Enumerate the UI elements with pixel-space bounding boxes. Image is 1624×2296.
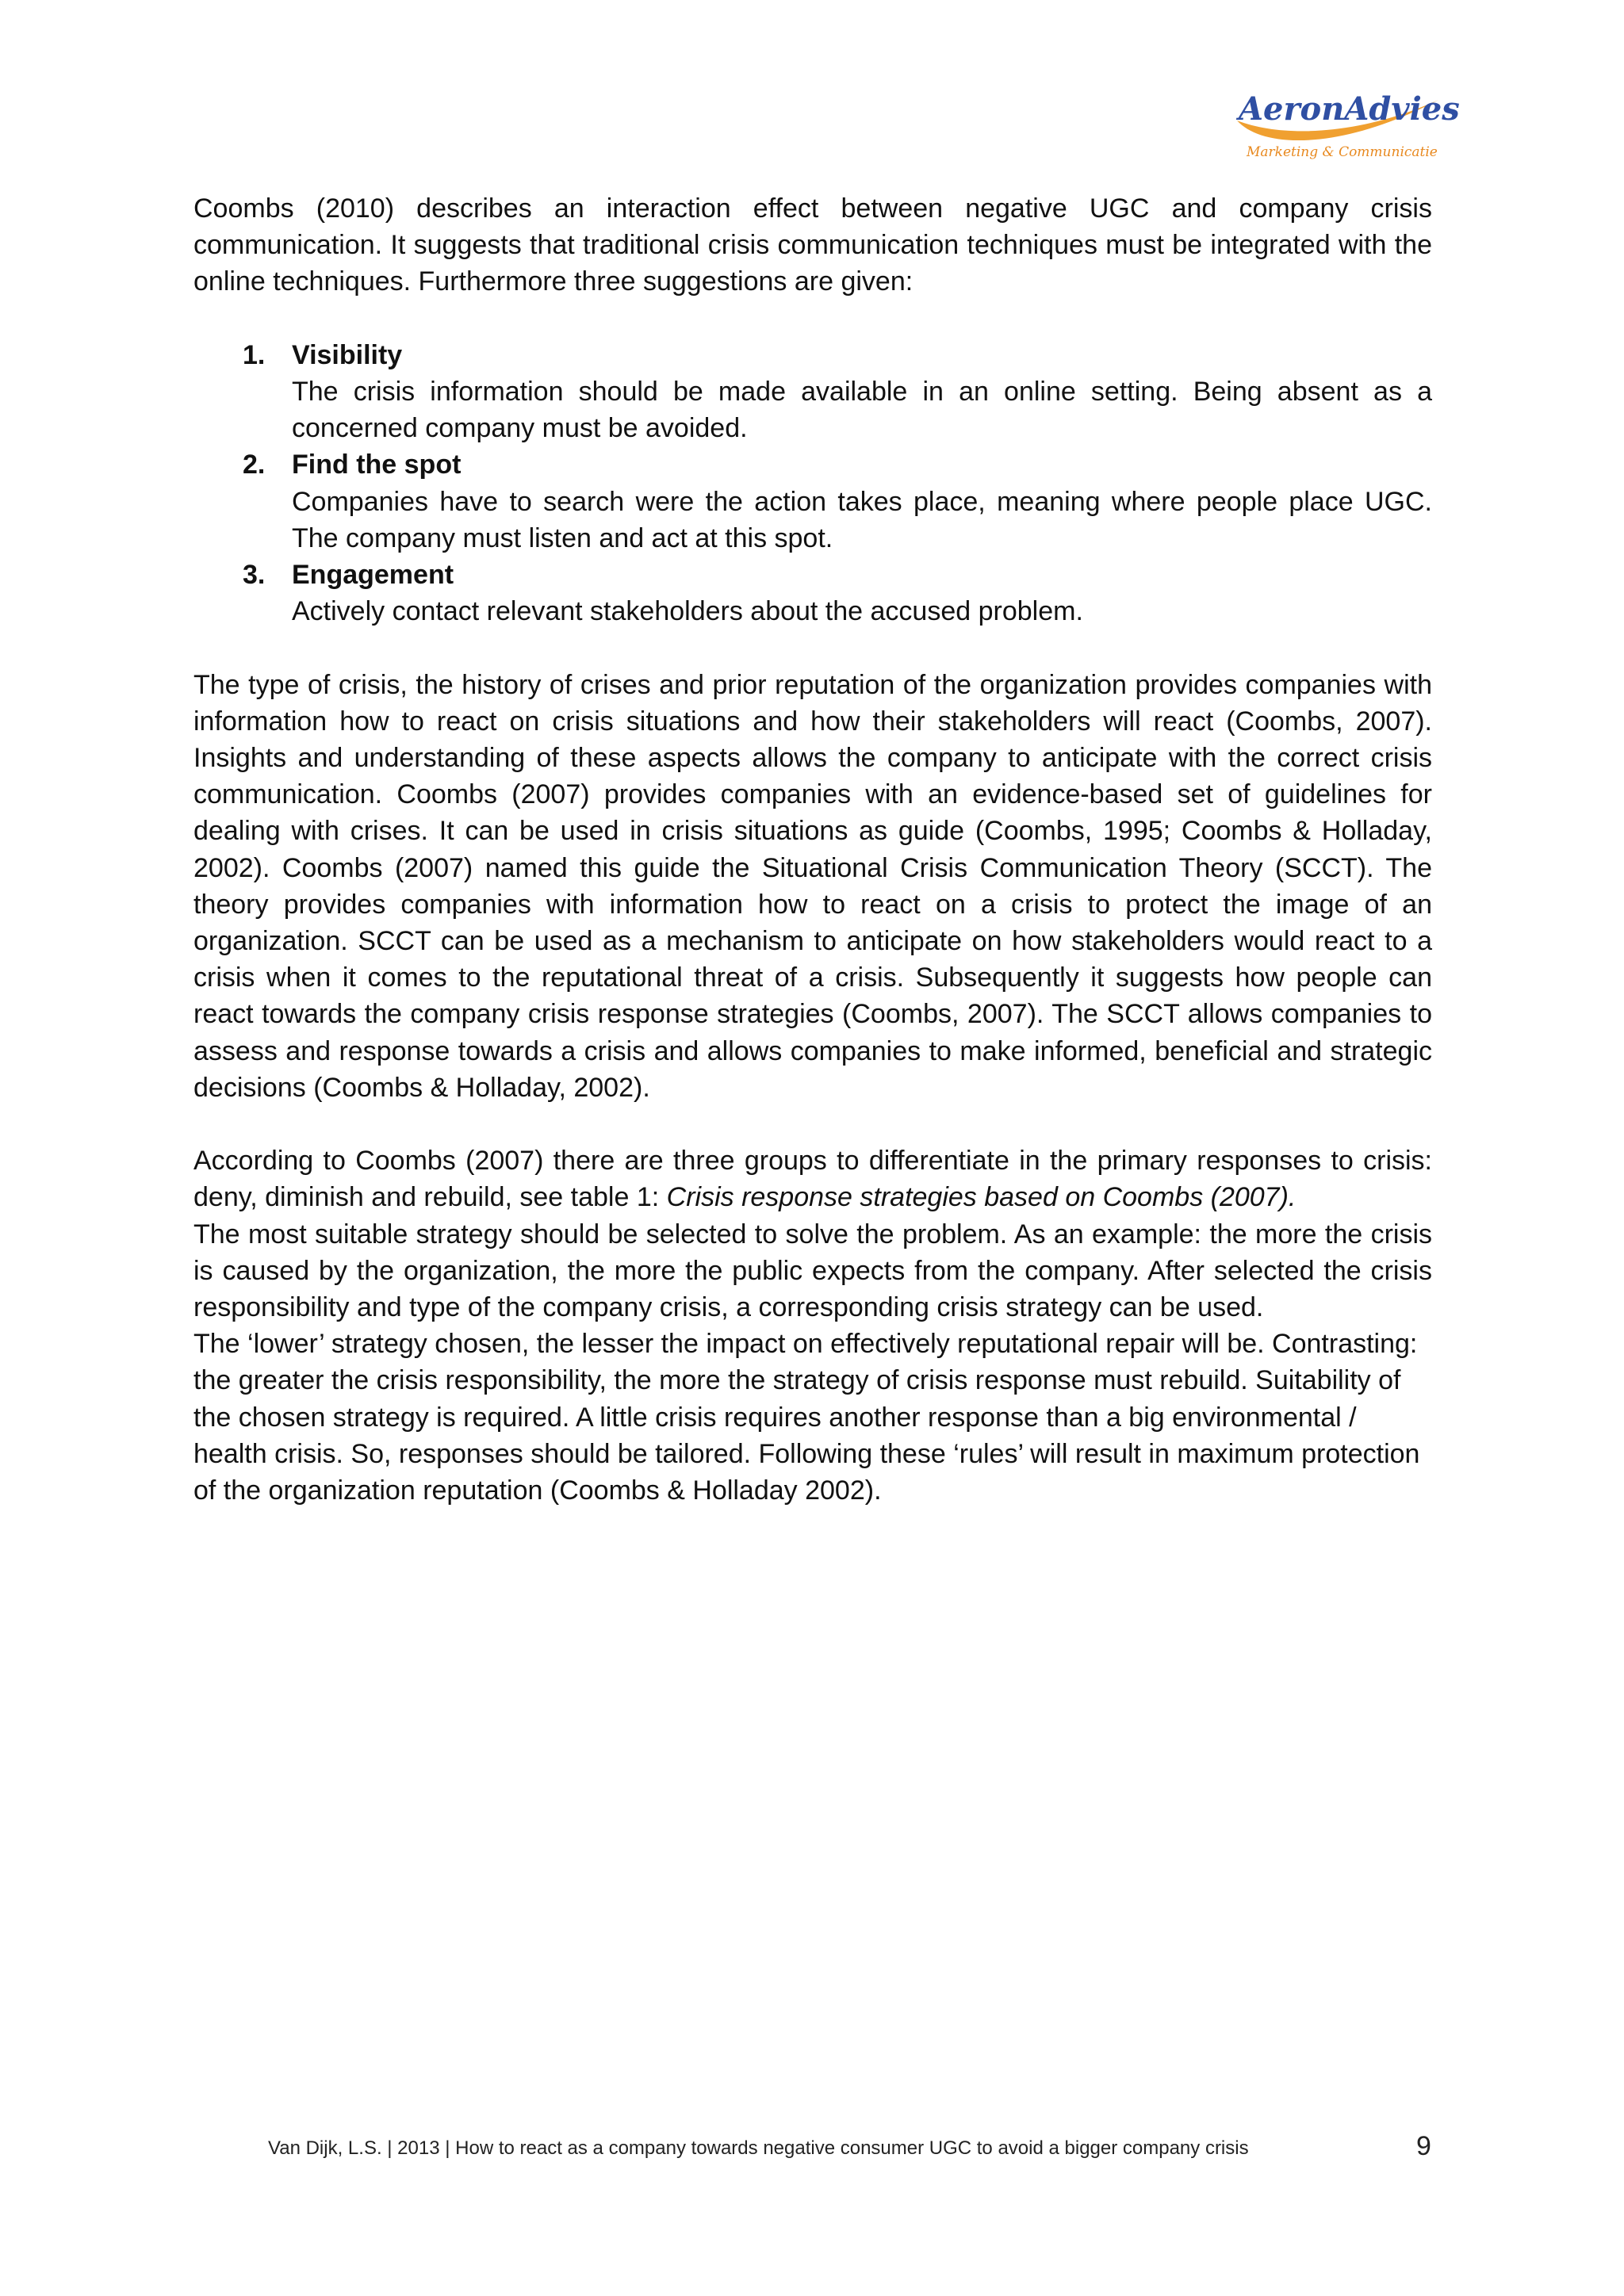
aeronadvies-logo (1231, 87, 1460, 166)
list-item-number: 2. (243, 450, 266, 480)
list-item-number: 1. (243, 339, 266, 370)
page-number: 9 (1416, 2131, 1431, 2161)
scct-paragraph: The type of crisis, the history of crises and prior reputation of the organization provides companies with information how to react on crisis situations and how their stakeholders will react (Coombs, 2007). Insights and understanding of these aspects allows the company to anticipate with the correct crisis communication. Coombs (2007) provides companies with an evidence-based set of guidelines for dealing with crises. It can be used in crisis situations as guide (Coombs, 1995; Coombs & Holladay, 2002). Coombs (2007) named this guide the Situational Crisis Communication Theory (SCCT). The theory provides companies with information how to react on a crisis to protect the image of an organization. SCCT can be used as a mechanism to anticipate on how stakeholders would react to a crisis when it comes to the reputational threat of a crisis. Subsequently it suggests how people can react towards the company crisis response strategies (Coombs, 2007). The SCCT allows companies to assess and response towards a crisis and allows companies to make informed, beneficial and strategic decisions (Coombs & Holladay, 2002). (193, 669, 1432, 1103)
list-item-text: Companies have to search were the action takes place, meaning where people place UGC. The company must listen and act at this spot. (292, 486, 1432, 553)
list-item (193, 337, 1432, 447)
footer-citation: Van Dijk, L.S. | 2013 | How to react as a company towards negative consumer UGC to avoid a bigger company crisis (268, 2137, 1249, 2159)
strategy-impact-paragraph: The ‘lower’ strategy chosen, the lesser the impact on effectively reputational repair will be. Contrasting: the greater the crisis responsibility, the more the strategy of crisis response must rebuild. Suitability of the chosen strategy is required. A little crisis requires another response than a big environmental / health crisis. So, responses should be tailored. Following these ‘rules’ will result in maximum protection of the organization reputation (Coombs & Holladay 2002). (193, 1329, 1420, 1506)
list-item-text: Actively contact relevant stakeholders about the accused problem. (292, 596, 1083, 627)
page-footer (0, 2131, 1624, 2163)
list-item-title: Engagement (292, 560, 454, 591)
list-item-number: 3. (243, 560, 266, 591)
strategy-selection-paragraph: The most suitable strategy should be selected to solve the problem. As an example: the more the crisis is caused by the organization, the more the public expects from the company. After selected the crisis responsibility and type of the company crisis, a corresponding crisis strategy can be used. (193, 1219, 1432, 1323)
list-item-title: Find the spot (292, 450, 462, 480)
table-reference: Crisis response strategies based on Coombs (2007). (666, 1182, 1297, 1213)
list-item-title: Visibility (292, 339, 403, 370)
strategy-section (193, 1142, 1432, 1509)
logo-tagline: Marketing & Communicatie (1247, 144, 1438, 160)
list-item-text: The crisis information should be made available in an online setting. Being absent as a concerned company must be avoided. (292, 377, 1432, 444)
suggestions-list (193, 337, 1432, 630)
list-item (193, 446, 1432, 557)
response-groups-paragraph (193, 1142, 1432, 1215)
document-body (193, 190, 1432, 1545)
list-item (193, 557, 1432, 629)
logo-name: AeronAdvies (1239, 90, 1460, 128)
response-groups-text: According to Coombs (2007) there are three groups to differentiate in the primary responses to crisis: deny, diminish and rebuild, see table 1: (193, 1146, 1432, 1213)
intro-paragraph: Coombs (2010) describes an interaction effect between negative UGC and company crisis communication. It suggests that traditional crisis communication techniques must be integrated with the online techniques. Furthermore three suggestions are given: (193, 193, 1432, 297)
